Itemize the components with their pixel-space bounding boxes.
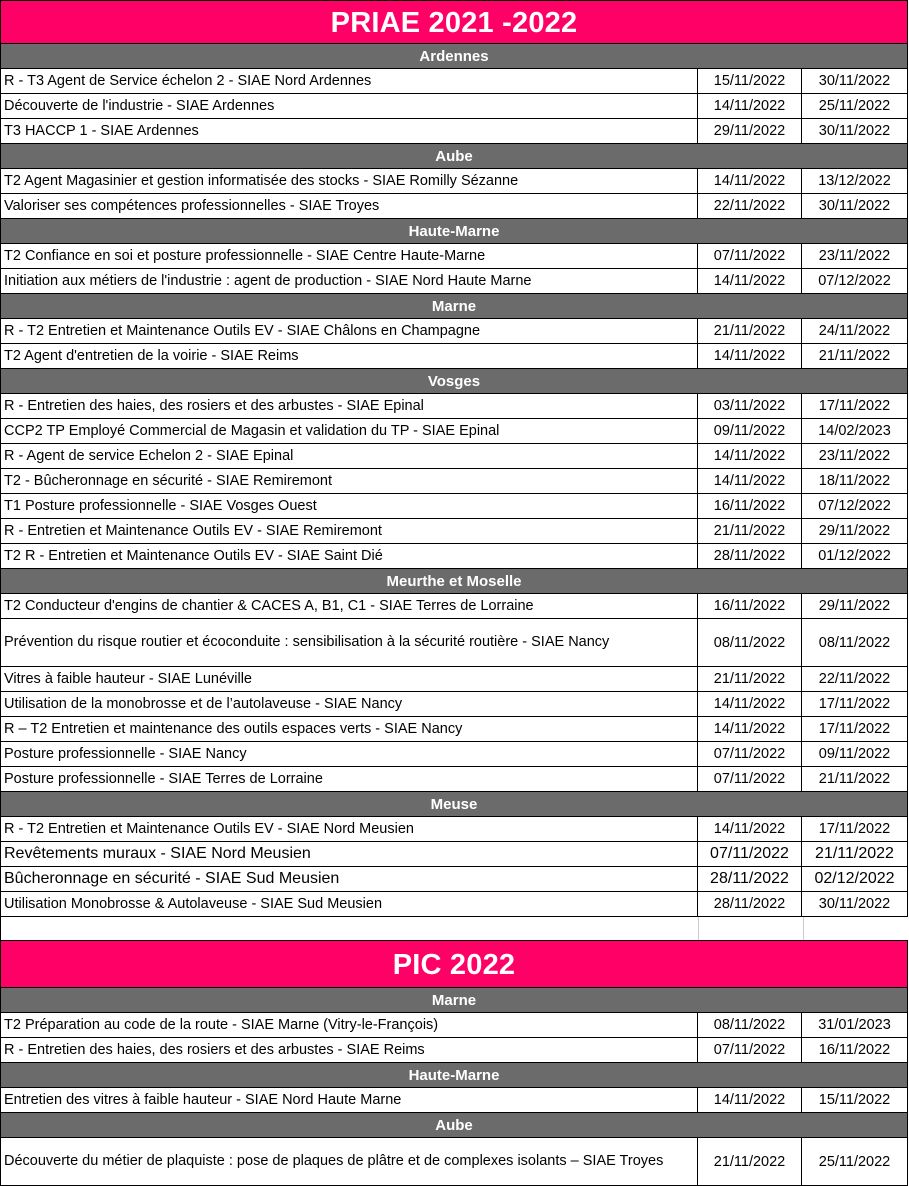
table-row: [0, 119, 908, 144]
end-date: 29/11/2022: [818, 598, 891, 614]
region-header: Ardennes: [0, 44, 908, 69]
training-title: R - T2 Entretien et Maintenance Outils EV - SIAE Nord Meusien: [1, 817, 698, 841]
section-title: PRIAE 2021 -2022: [0, 0, 908, 44]
table-row: [0, 194, 908, 219]
table-row: [0, 767, 908, 792]
end-date: 07/12/2022: [818, 498, 891, 514]
table-row: [0, 842, 908, 867]
training-title: Découverte de l'industrie - SIAE Ardennes: [1, 94, 698, 118]
training-title: T2 Agent d'entretien de la voirie - SIAE Reims: [1, 344, 698, 368]
end-date: 22/11/2022: [818, 671, 891, 687]
region-header: Marne: [0, 988, 908, 1013]
start-date: 16/11/2022: [698, 594, 802, 618]
training-title: Utilisation de la monobrosse et de l’autolaveuse - SIAE Nancy: [1, 692, 698, 716]
table-row: [0, 667, 908, 692]
end-date: 29/11/2022: [818, 523, 891, 539]
end-date: 09/11/2022: [818, 746, 891, 762]
training-title: R - Entretien et Maintenance Outils EV - SIAE Remiremont: [1, 519, 698, 543]
training-title: Découverte du métier de plaquiste : pose de plaques de plâtre et de complexes isolants – SIAE Troyes: [1, 1138, 698, 1185]
training-title: R - T2 Entretien et Maintenance Outils EV - SIAE Châlons en Champagne: [1, 319, 698, 343]
table-row: [0, 269, 908, 294]
training-title: Prévention du risque routier et écoconduite : sensibilisation à la sécurité routière - SIAE Nancy: [1, 619, 698, 666]
training-title: T2 - Bûcheronnage en sécurité - SIAE Remiremont: [1, 469, 698, 493]
start-date: 14/11/2022: [698, 344, 802, 368]
end-date: 17/11/2022: [818, 696, 891, 712]
start-date: 08/11/2022: [698, 1013, 802, 1037]
region-header: Aube: [0, 1113, 908, 1138]
region-header: Haute-Marne: [0, 1063, 908, 1088]
start-date: 07/11/2022: [698, 244, 802, 268]
table-row: [0, 1138, 908, 1186]
training-title: Posture professionnelle - SIAE Nancy: [1, 742, 698, 766]
table-row: [0, 692, 908, 717]
section-title: PIC 2022: [0, 940, 908, 988]
region-header: Marne: [0, 294, 908, 319]
end-date: 30/11/2022: [818, 73, 891, 89]
training-title: CCP2 TP Employé Commercial de Magasin et validation du TP - SIAE Epinal: [1, 419, 698, 443]
end-date: 30/11/2022: [818, 198, 891, 214]
end-date: 07/12/2022: [818, 273, 891, 289]
training-title: Initiation aux métiers de l'industrie : agent de production - SIAE Nord Haute Marne: [1, 269, 698, 293]
start-date: 14/11/2022: [698, 269, 802, 293]
end-date: 02/12/2022: [814, 870, 895, 887]
end-date: 21/11/2022: [818, 771, 891, 787]
table-row: [0, 69, 908, 94]
table-row: [0, 244, 908, 269]
training-title: R - Entretien des haies, des rosiers et des arbustes - SIAE Epinal: [1, 394, 698, 418]
training-title: R - T3 Agent de Service échelon 2 - SIAE Nord Ardennes: [1, 69, 698, 93]
start-date: 14/11/2022: [698, 94, 802, 118]
start-date: 14/11/2022: [698, 444, 802, 468]
end-date: 15/11/2022: [818, 1092, 891, 1108]
end-date: 08/11/2022: [818, 634, 891, 651]
end-date: 23/11/2022: [818, 448, 891, 464]
end-date: 18/11/2022: [818, 473, 891, 489]
table-row: [0, 519, 908, 544]
start-date: 14/11/2022: [698, 717, 802, 741]
end-date: 17/11/2022: [818, 398, 891, 414]
region-header: Meurthe et Moselle: [0, 569, 908, 594]
training-title: R – T2 Entretien et maintenance des outils espaces verts - SIAE Nancy: [1, 717, 698, 741]
table-row: [0, 619, 908, 667]
table-row: [0, 169, 908, 194]
start-date: 07/11/2022: [698, 742, 802, 766]
end-date: 21/11/2022: [818, 348, 891, 364]
training-title: R - Entretien des haies, des rosiers et des arbustes - SIAE Reims: [1, 1038, 698, 1062]
training-title: T2 R - Entretien et Maintenance Outils EV - SIAE Saint Dié: [1, 544, 698, 568]
training-title: T3 HACCP 1 - SIAE Ardennes: [1, 119, 698, 143]
table-row: [0, 817, 908, 842]
start-date: 28/11/2022: [698, 892, 802, 916]
training-title: T2 Conducteur d'engins de chantier & CACES A, B1, C1 - SIAE Terres de Lorraine: [1, 594, 698, 618]
end-date: 23/11/2022: [818, 248, 891, 264]
end-date: 30/11/2022: [818, 896, 891, 912]
start-date: 21/11/2022: [698, 1138, 802, 1185]
training-title: Bûcheronnage en sécurité - SIAE Sud Meusien: [1, 867, 698, 891]
table-row: [0, 469, 908, 494]
start-date: 21/11/2022: [698, 667, 802, 691]
end-date: 31/01/2023: [818, 1017, 891, 1033]
start-date: 21/11/2022: [698, 319, 802, 343]
end-date: 30/11/2022: [818, 123, 891, 139]
table-row: [0, 742, 908, 767]
training-title: Valoriser ses compétences professionnelles - SIAE Troyes: [1, 194, 698, 218]
start-date: 28/11/2022: [698, 544, 802, 568]
start-date: 16/11/2022: [698, 494, 802, 518]
training-title: Vitres à faible hauteur - SIAE Lunéville: [1, 667, 698, 691]
table-row: [0, 544, 908, 569]
training-title: T1 Posture professionnelle - SIAE Vosges Ouest: [1, 494, 698, 518]
table-row: [0, 444, 908, 469]
region-header: Meuse: [0, 792, 908, 817]
start-date: 14/11/2022: [698, 817, 802, 841]
start-date: 22/11/2022: [698, 194, 802, 218]
start-date: 07/11/2022: [698, 842, 802, 866]
start-date: 15/11/2022: [698, 69, 802, 93]
start-date: 07/11/2022: [698, 767, 802, 791]
table-row: [0, 1088, 908, 1113]
training-title: T2 Préparation au code de la route - SIAE Marne (Vitry-le-François): [1, 1013, 698, 1037]
end-date: 14/02/2023: [818, 423, 891, 439]
training-title: Revêtements muraux - SIAE Nord Meusien: [1, 842, 698, 866]
training-title: Entretien des vitres à faible hauteur - SIAE Nord Haute Marne: [1, 1088, 698, 1112]
table-row: [0, 319, 908, 344]
start-date: 28/11/2022: [698, 867, 802, 891]
start-date: 14/11/2022: [698, 169, 802, 193]
table-row: [0, 494, 908, 519]
table-row: [0, 594, 908, 619]
table-row: [0, 1013, 908, 1038]
region-header: Haute-Marne: [0, 219, 908, 244]
table-row: [0, 419, 908, 444]
table-row: [0, 94, 908, 119]
start-date: 14/11/2022: [698, 469, 802, 493]
end-date: 25/11/2022: [818, 98, 891, 114]
end-date: 21/11/2022: [815, 845, 894, 862]
table-row: [0, 717, 908, 742]
table-row: [0, 892, 908, 917]
start-date: 09/11/2022: [698, 419, 802, 443]
end-date: 25/11/2022: [818, 1153, 891, 1170]
training-title: T2 Agent Magasinier et gestion informatisée des stocks - SIAE Romilly Sézanne: [1, 169, 698, 193]
training-title: Posture professionnelle - SIAE Terres de Lorraine: [1, 767, 698, 791]
end-date: 16/11/2022: [818, 1042, 891, 1058]
table-row: [0, 394, 908, 419]
start-date: 08/11/2022: [698, 619, 802, 666]
start-date: 14/11/2022: [698, 692, 802, 716]
start-date: 07/11/2022: [698, 1038, 802, 1062]
training-title: T2 Confiance en soi et posture professionnelle - SIAE Centre Haute-Marne: [1, 244, 698, 268]
end-date: 13/12/2022: [818, 173, 891, 189]
blank-row: [0, 917, 908, 940]
end-date: 24/11/2022: [818, 323, 891, 339]
table-row: [0, 344, 908, 369]
start-date: 21/11/2022: [698, 519, 802, 543]
blank-cell: [1, 917, 699, 940]
training-title: R - Agent de service Echelon 2 - SIAE Epinal: [1, 444, 698, 468]
end-date: 17/11/2022: [818, 721, 891, 737]
end-date: 17/11/2022: [818, 821, 891, 837]
table-row: [0, 1038, 908, 1063]
region-header: Vosges: [0, 369, 908, 394]
start-date: 29/11/2022: [698, 119, 802, 143]
region-header: Aube: [0, 144, 908, 169]
training-title: Utilisation Monobrosse & Autolaveuse - SIAE Sud Meusien: [1, 892, 698, 916]
blank-cell: [699, 917, 804, 940]
table-row: [0, 867, 908, 892]
end-date: 01/12/2022: [818, 548, 891, 564]
start-date: 14/11/2022: [698, 1088, 802, 1112]
start-date: 03/11/2022: [698, 394, 802, 418]
